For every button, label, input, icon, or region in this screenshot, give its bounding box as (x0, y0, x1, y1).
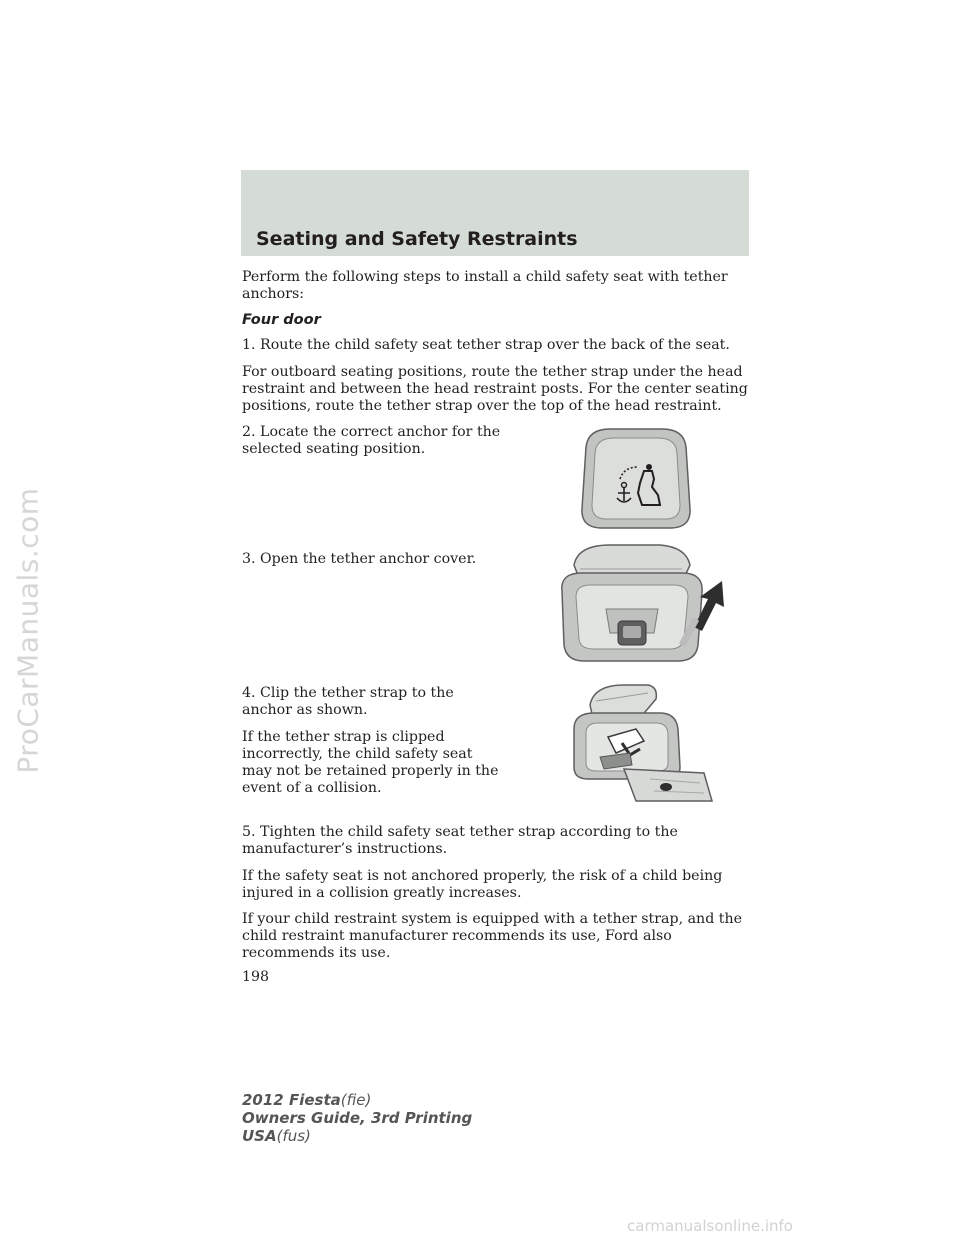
footer-market: USA (242, 1127, 277, 1145)
anchor-cover-closed-figure (580, 427, 692, 535)
step-2-row (242, 424, 752, 541)
anchor-cover-closed-icon (580, 427, 692, 531)
anchor-cover-open-figure (550, 541, 730, 669)
footer-market-code: (fus) (276, 1127, 311, 1145)
footer-model: 2012 Fiesta (242, 1091, 341, 1109)
page-number: 198 (242, 969, 270, 985)
step-2: 2. Locate the correct anchor for the selected seating position. (242, 424, 501, 458)
side-watermark (4, 280, 52, 980)
page-content (242, 269, 752, 972)
four-door-subheading: Four door (242, 312, 321, 329)
footer-model-code: (fie) (340, 1091, 372, 1109)
anchor-cover-open-icon (550, 541, 730, 665)
step-1-note: For outboard seating positions, route the tether strap under the head restraint and between the head restraint posts. For the center seating positions, route the tether strap over the top of the head restraint. (242, 363, 748, 415)
step-1: 1. Route the child safety seat tether strap over the back of the seat. (242, 337, 730, 354)
footer-guide: Owners Guide, 3rd Printing (242, 1109, 473, 1127)
footer-model-line (242, 1091, 472, 1109)
footer-market-line (242, 1127, 472, 1145)
step-5: 5. Tighten the child safety seat tether strap according to the manufacturer’s instructions. (242, 824, 678, 858)
section-title: Seating and Safety Restraints (256, 228, 578, 250)
step-3: 3. Open the tether anchor cover. (242, 551, 477, 568)
step-4-row (242, 685, 752, 815)
tether-clipped-icon (564, 679, 724, 811)
step-3-row (242, 551, 752, 675)
step-4: 4. Clip the tether strap to the anchor as shown. (242, 685, 454, 719)
intro-paragraph: Perform the following steps to install a child safety seat with tether anchors: (242, 269, 728, 303)
ford-recommendation: If your child restraint system is equipped with a tether strap, and the child restraint manufacturer recommends its use, Ford also recommends its use. (242, 911, 743, 962)
bottom-watermark: carmanualsonline.info (627, 1217, 793, 1235)
document-footer (242, 1091, 472, 1145)
step-4-note: If the tether strap is clipped incorrectly, the child safety seat may not be retained properly in the event of a collision. (242, 728, 499, 797)
warning-anchoring: If the safety seat is not anchored properly, the risk of a child being injured in a collision greatly increases. (242, 867, 723, 901)
tether-clipped-figure (564, 679, 724, 815)
side-watermark-text: ProCarManuals.com (11, 486, 45, 774)
section-header (241, 170, 749, 256)
